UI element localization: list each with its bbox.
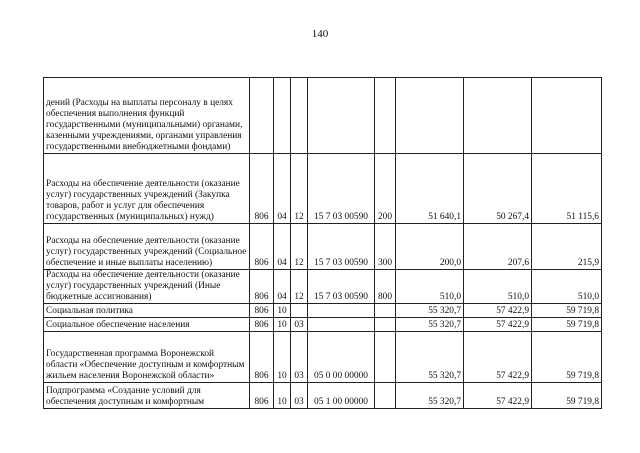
page-number: 140 — [311, 28, 329, 40]
target-item-code: 05 1 00 00000 — [308, 383, 375, 409]
amount-year-2 — [464, 78, 532, 154]
amount-year-1: 200,0 — [396, 224, 464, 270]
row-name: Расходы на обеспечение деятельности (оказание услуг) государственных учреждений (Социальное обеспечение и иные выплаты населению) — [44, 224, 250, 270]
row-name: дений (Расходы на выплаты персоналу в целях обеспечения выполнения функций государственными (муниципальными) органами, казенными учреждениями, органами управления государственными внебюджетными фондами) — [44, 78, 250, 154]
subsection-code: 03 — [291, 383, 308, 409]
amount-year-2: 50 267,4 — [464, 154, 532, 224]
row-name: Социальная политика — [44, 304, 250, 318]
amount-year-1: 510,0 — [396, 270, 464, 304]
section-code: 04 — [274, 270, 291, 304]
amount-year-1: 55 320,7 — [396, 332, 464, 383]
subsection-code: 12 — [291, 224, 308, 270]
table-row — [44, 318, 602, 332]
expense-type-code — [375, 332, 396, 383]
table-row — [44, 154, 602, 224]
grbs-code: 806 — [250, 304, 274, 318]
section-code: 10 — [274, 383, 291, 409]
grbs-code: 806 — [250, 154, 274, 224]
section-code: 10 — [274, 318, 291, 332]
table-row — [44, 224, 602, 270]
grbs-code: 806 — [250, 224, 274, 270]
amount-year-3: 215,9 — [532, 224, 602, 270]
expense-type-code — [375, 318, 396, 332]
row-name: Расходы на обеспечение деятельности (оказание услуг) государственных учреждений (Закупка товаров, работ и услуг для обеспечения государственных (муниципальных) нужд) — [44, 154, 250, 224]
expense-type-code — [375, 304, 396, 318]
amount-year-2: 510,0 — [464, 270, 532, 304]
amount-year-1: 55 320,7 — [396, 318, 464, 332]
subsection-code — [291, 78, 308, 154]
table-row — [44, 78, 602, 154]
amount-year-2: 57 422,9 — [464, 304, 532, 318]
amount-year-3: 59 719,8 — [532, 318, 602, 332]
table-row — [44, 383, 602, 409]
grbs-code: 806 — [250, 270, 274, 304]
amount-year-1 — [396, 78, 464, 154]
amount-year-1: 55 320,7 — [396, 304, 464, 318]
section-code: 10 — [274, 332, 291, 383]
grbs-code: 806 — [250, 318, 274, 332]
expense-type-code — [375, 383, 396, 409]
subsection-code — [291, 304, 308, 318]
subsection-code: 12 — [291, 154, 308, 224]
grbs-code: 806 — [250, 383, 274, 409]
section-code: 04 — [274, 224, 291, 270]
target-item-code: 15 7 03 00590 — [308, 270, 375, 304]
table-row — [44, 304, 602, 318]
target-item-code — [308, 78, 375, 154]
amount-year-3 — [532, 78, 602, 154]
amount-year-1: 51 640,1 — [396, 154, 464, 224]
amount-year-3: 59 719,8 — [532, 332, 602, 383]
target-item-code — [308, 318, 375, 332]
amount-year-3: 59 719,8 — [532, 383, 602, 409]
subsection-code: 12 — [291, 270, 308, 304]
section-code: 10 — [274, 304, 291, 318]
row-name: Подпрограмма «Создание условий для обеспечения доступным и комфортным — [44, 383, 250, 409]
expense-type-code — [375, 78, 396, 154]
target-item-code: 15 7 03 00590 — [308, 154, 375, 224]
section-code — [274, 78, 291, 154]
table-row — [44, 270, 602, 304]
amount-year-2: 57 422,9 — [464, 318, 532, 332]
target-item-code: 05 0 00 00000 — [308, 332, 375, 383]
row-name: Расходы на обеспечение деятельности (оказание услуг) государственных учреждений (Иные бюджетные ассигнования) — [44, 270, 250, 304]
amount-year-2: 207,6 — [464, 224, 532, 270]
expense-type-code: 200 — [375, 154, 396, 224]
amount-year-2: 57 422,9 — [464, 332, 532, 383]
budget-table — [43, 77, 602, 409]
amount-year-2: 57 422,9 — [464, 383, 532, 409]
amount-year-3: 59 719,8 — [532, 304, 602, 318]
expense-type-code: 300 — [375, 224, 396, 270]
row-name: Государственная программа Воронежской области «Обеспечение доступным и комфортным жильем населения Воронежской области» — [44, 332, 250, 383]
expense-type-code: 800 — [375, 270, 396, 304]
subsection-code: 03 — [291, 318, 308, 332]
grbs-code: 806 — [250, 332, 274, 383]
amount-year-3: 510,0 — [532, 270, 602, 304]
amount-year-1: 55 320,7 — [396, 383, 464, 409]
target-item-code: 15 7 03 00590 — [308, 224, 375, 270]
amount-year-3: 51 115,6 — [532, 154, 602, 224]
section-code: 04 — [274, 154, 291, 224]
subsection-code: 03 — [291, 332, 308, 383]
grbs-code — [250, 78, 274, 154]
row-name: Социальное обеспечение населения — [44, 318, 250, 332]
table-row — [44, 332, 602, 383]
target-item-code — [308, 304, 375, 318]
